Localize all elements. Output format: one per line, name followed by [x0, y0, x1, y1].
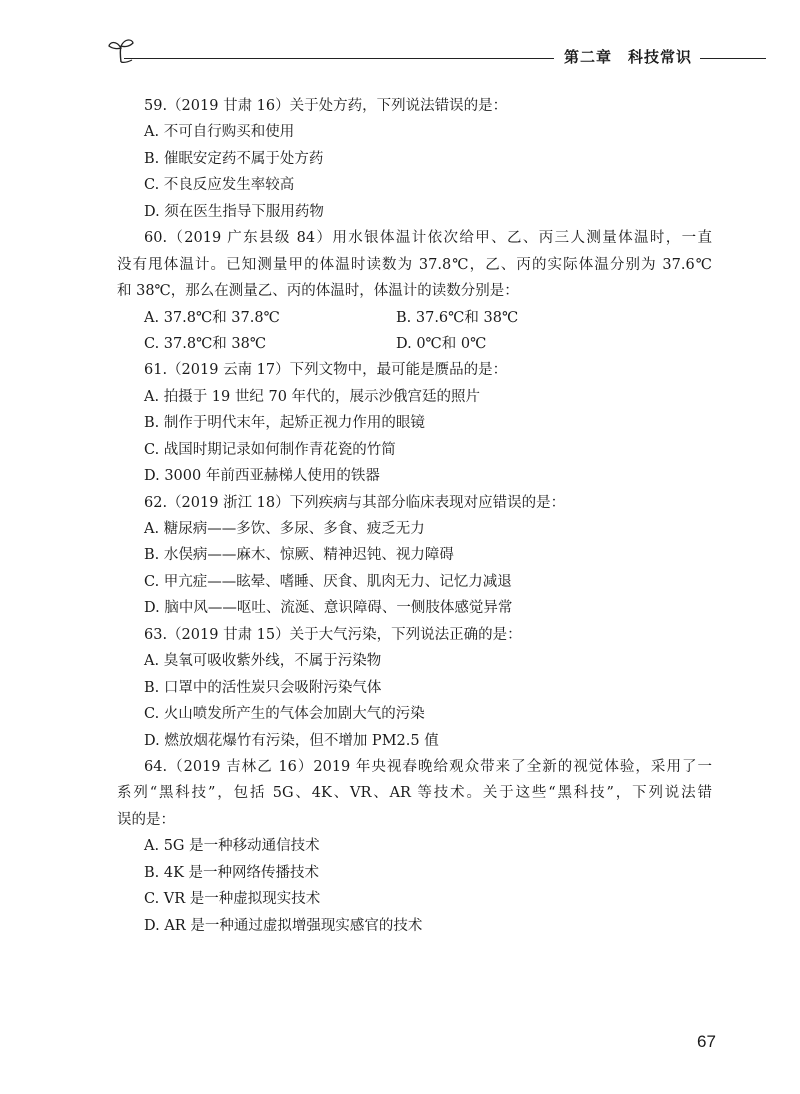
question-stem-cont: 误的是：	[117, 811, 175, 828]
question-stem: 62.（2019 浙江 18）下列疾病与其部分临床表现对应错误的是：	[144, 494, 566, 511]
option-b: B. 水俣病——麻木、惊厥、精神迟钝、视力障碍	[144, 547, 454, 564]
option-c: C. 战国时期记录如何制作青花瓷的竹简	[144, 441, 396, 458]
option-b: B. 催眠安定药不属于处方药	[144, 150, 324, 167]
question-list	[117, 93, 712, 939]
option-a: A. 臭氧可吸收紫外线，不属于污染物	[144, 653, 382, 670]
option-d: D. 脑中风——呕吐、流涎、意识障碍、一侧肢体感觉异常	[144, 600, 513, 617]
option-row	[117, 305, 712, 331]
question-stem: 60.（2019 广东县级 84）用水银体温计依次给甲、乙、丙三人测量体温时，一直	[144, 230, 712, 247]
question-60	[117, 225, 712, 357]
option-d: D. 燃放烟花爆竹有污染，但不增加 PM2.5 值	[144, 732, 439, 749]
option-a: A. 糖尿病——多饮、多尿、多食、疲乏无力	[144, 521, 425, 537]
question-stem-cont: 系列“黑科技”，包括 5G、4K、VR、AR 等技术。关于这些“黑科技”，下列说法错	[117, 785, 712, 802]
option-c: C. 火山喷发所产生的气体会加剧大气的污染	[144, 706, 425, 723]
option-c: C. 不良反应发生率较高	[144, 177, 295, 194]
chapter-title: 科技常识	[628, 48, 693, 66]
option-b: B. 4K 是一种网络传播技术	[144, 864, 320, 881]
sprout-icon	[108, 36, 134, 64]
question-stem-cont: 没有甩体温计。已知测量甲的体温时读数为 37.8℃，乙、丙的实际体温分别为 37.6℃	[117, 256, 712, 273]
page-number: 67	[697, 1032, 716, 1051]
option-c: C. VR 是一种虚拟现实技术	[144, 891, 321, 908]
option-b: B. 口罩中的活性炭只会吸附污染气体	[144, 679, 382, 696]
question-63	[117, 622, 712, 754]
question-59	[117, 93, 712, 225]
option-a: A. 37.8℃和 37.8℃	[144, 309, 280, 326]
question-62	[117, 490, 712, 622]
option-d: D. 3000 年前西亚赫梯人使用的铁器	[144, 468, 380, 485]
header-rule-left	[124, 58, 554, 59]
option-a: A. 不可自行购买和使用	[144, 124, 295, 141]
page-header	[0, 0, 800, 80]
question-stem: 63.（2019 甘肃 15）关于大气污染，下列说法正确的是：	[144, 626, 522, 643]
question-61	[117, 357, 712, 489]
option-d: D. AR 是一种通过虚拟增强现实感官的技术	[144, 917, 423, 934]
question-stem: 61.（2019 云南 17）下列文物中，最可能是赝品的是：	[144, 362, 508, 379]
question-stem: 64.（2019 吉林乙 16）2019 年央视春晚给观众带来了全新的视觉体验，采用了一	[144, 758, 712, 775]
header-rule-right	[700, 58, 766, 59]
option-b: B. 37.6℃和 38℃	[396, 309, 519, 326]
option-row	[117, 331, 712, 357]
option-b: B. 制作于明代末年，起矫正视力作用的眼镜	[144, 415, 425, 432]
option-a: A. 5G 是一种移动通信技术	[144, 838, 320, 855]
option-c: C. 37.8℃和 38℃	[144, 335, 267, 352]
question-stem: 59.（2019 甘肃 16）关于处方药，下列说法错误的是：	[144, 98, 508, 114]
option-d: D. 须在医生指导下服用药物	[144, 203, 324, 220]
question-stem-cont: 和 38℃，那么在测量乙、丙的体温时，体温计的读数分别是：	[117, 283, 519, 300]
option-c: C. 甲亢症——眩晕、嗜睡、厌食、肌肉无力、记忆力减退	[144, 573, 512, 590]
option-a: A. 拍摄于 19 世纪 70 年代的，展示沙俄宫廷的照片	[144, 388, 481, 405]
question-64	[117, 754, 712, 939]
chapter-label: 第二章	[564, 48, 613, 66]
option-d: D. 0℃和 0℃	[396, 335, 487, 352]
